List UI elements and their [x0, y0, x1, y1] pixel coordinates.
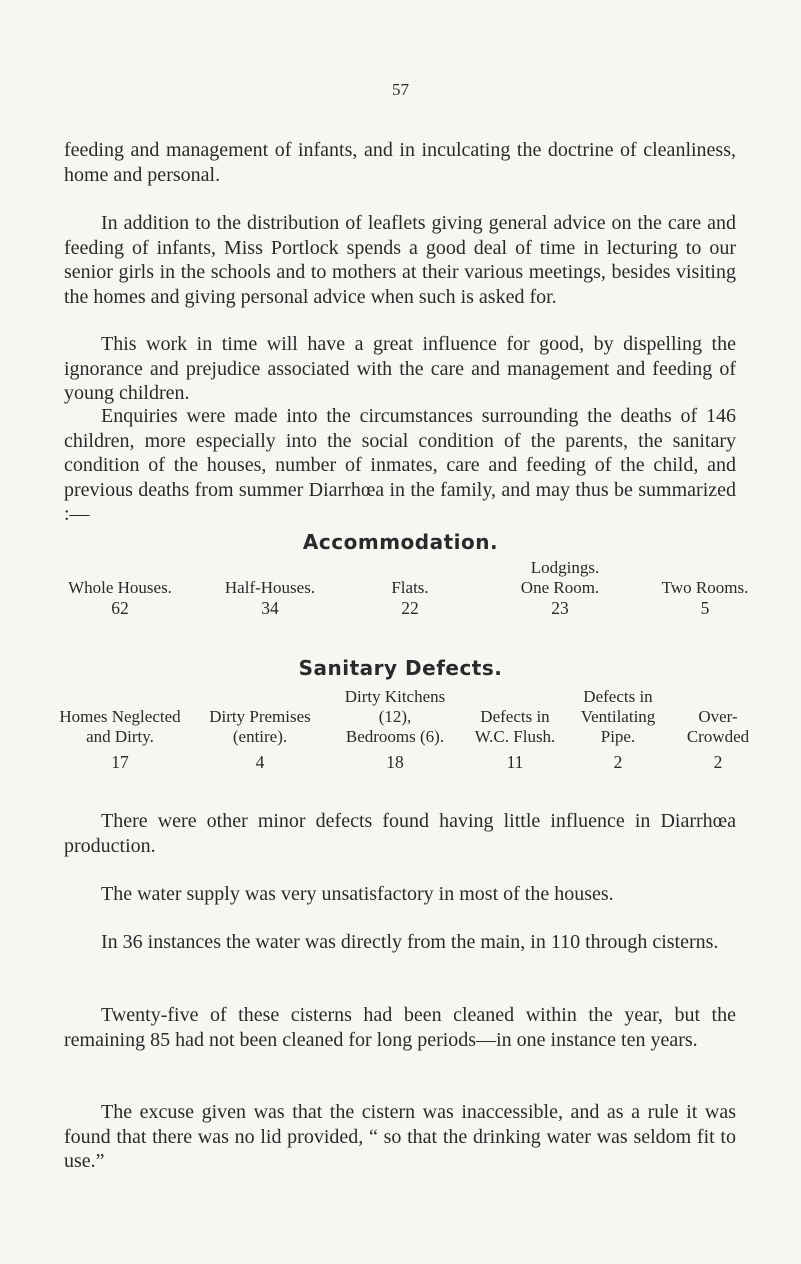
defect-label-overcrowded-2: Crowded: [686, 727, 750, 746]
defect-label-kitchens-0: Dirty Kitchens: [344, 687, 446, 706]
defect-label-wc-flush-1: Defects in: [480, 707, 550, 726]
paragraph-leaflets: In addition to the distribution of leaflets giving general advice on the care and feeding of infants, Miss Portlock spends a good deal of time in lecturing to our senior girls in the schools and to mothers at their various meetings, besides visiting the homes and giving personal advice when such is asked for.: [64, 212, 736, 308]
defect-label-kitchens-2: Bedrooms (6).: [345, 727, 445, 746]
accommodation-value-flats: 22: [401, 598, 419, 618]
defect-value-kitchens-bedrooms: 18: [386, 752, 404, 772]
paragraph-feeding: feeding and management of infants, and in inculcating the doctrine of cleanliness, home and personal.: [64, 139, 736, 186]
defect-value-dirty-premises: 4: [255, 752, 265, 772]
defect-label-ventilating-0: Defects in: [583, 687, 653, 706]
defect-label-ventilating-1: Ventilating: [580, 707, 656, 726]
defect-label-homes-neglected-1: Homes Neglected: [59, 707, 181, 726]
defect-label-kitchens-1: (12),: [378, 707, 412, 726]
page-number: 57: [392, 80, 409, 99]
defect-label-homes-neglected-2: and Dirty.: [86, 727, 154, 746]
accommodation-label-half-houses: Half-Houses.: [224, 578, 316, 597]
accommodation-heading: Accommodation.: [302, 530, 499, 554]
accommodation-label-two-rooms: Two Rooms.: [661, 578, 749, 597]
lodgings-group-label: Lodgings.: [530, 558, 600, 577]
accommodation-label-whole-houses: Whole Houses.: [68, 578, 172, 597]
paragraph-minor-defects: There were other minor defects found having little influence in Diarrhœa production.: [64, 810, 736, 857]
defect-value-ventilating-pipe: 2: [613, 752, 623, 772]
defect-label-ventilating-2: Pipe.: [600, 727, 636, 746]
accommodation-label-flats: Flats.: [391, 578, 429, 597]
accommodation-value-one-room: 23: [551, 598, 569, 618]
defect-value-wc-flush: 11: [506, 752, 524, 772]
defect-label-wc-flush-2: W.C. Flush.: [474, 727, 556, 746]
defect-label-overcrowded-1: Over-: [698, 707, 738, 726]
sanitary-defects-heading: Sanitary Defects.: [298, 656, 503, 680]
paragraph-water-supply: The water supply was very unsatisfactory in most of the houses.: [101, 883, 614, 905]
accommodation-value-half-houses: 34: [261, 598, 279, 618]
defect-label-dirty-premises-2: (entire).: [232, 727, 288, 746]
accommodation-value-two-rooms: 5: [700, 598, 710, 618]
defect-value-overcrowded: 2: [713, 752, 723, 772]
paragraph-twenty-five: Twenty-five of these cisterns had been cleaned within the year, but the remaining 85 had not been cleaned for long periods—in one instance ten years.: [64, 1004, 736, 1051]
paragraph-influence: This work in time will have a great influence for good, by dispelling the ignorance and prejudice associated with the care and management and feeding of young children.: [64, 333, 736, 404]
defect-value-homes-neglected: 17: [111, 752, 129, 772]
paragraph-cisterns: In 36 instances the water was directly from the main, in 110 through cisterns.: [101, 931, 719, 953]
defect-label-dirty-premises-1: Dirty Premises: [209, 707, 311, 726]
paragraph-enquiries: Enquiries were made into the circumstances surrounding the deaths of 146 children, more especially into the social condition of the parents, the sanitary condition of the houses, number of inmates, care and feeding of the child, and previous deaths from summer Diarrhœa in the family, and may thus be summarized :—: [64, 405, 736, 525]
accommodation-value-whole-houses: 62: [111, 598, 129, 618]
accommodation-label-one-room: One Room.: [520, 578, 600, 597]
paragraph-excuse: The excuse given was that the cistern was inaccessible, and as a rule it was found that there was no lid provided, “ so that the drinking water was seldom fit to use.”: [64, 1101, 736, 1172]
